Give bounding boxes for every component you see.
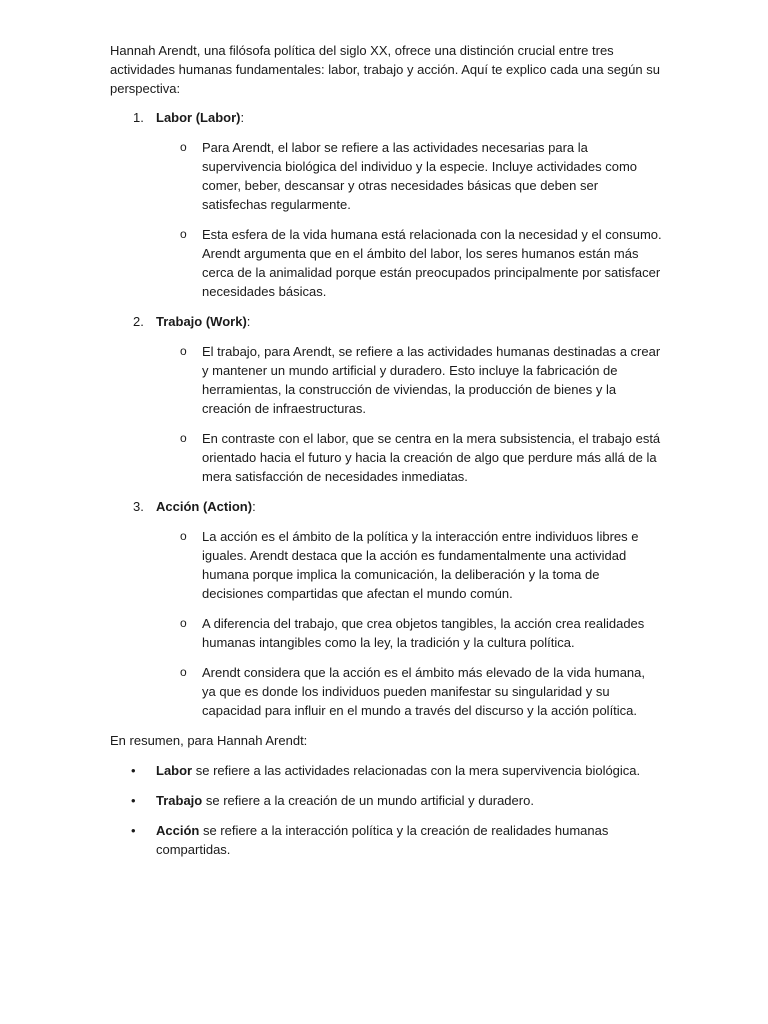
section-title: Acción (Action)	[156, 499, 253, 514]
section-number: 1.	[133, 110, 144, 125]
sub-bullet-marker: o	[180, 140, 187, 154]
sub-bullet-marker: o	[180, 344, 187, 358]
bullet-term: Acción	[156, 823, 200, 838]
section-heading-labor	[110, 108, 662, 127]
sub-item	[110, 342, 662, 418]
section-colon: :	[252, 499, 256, 514]
sub-item	[110, 429, 662, 486]
sub-item-text: El trabajo, para Arendt, se refiere a las actividades humanas destinadas a crear y mantener un mundo artificial y duradero. Esto incluye la fabricación de herramientas, la construcción de viviendas, la producción de bienes y la creación de infraestructuras.	[202, 344, 661, 416]
summary-bullet	[110, 761, 662, 780]
section-colon: :	[240, 110, 245, 125]
sub-item	[110, 527, 662, 603]
sub-item-text: En contraste con el labor, que se centra en la mera subsistencia, el trabajo está orientado hacia el futuro y hacia la creación de algo que perdure más allá de la mera satisfacción de necesidades inmediatas.	[202, 431, 661, 484]
sub-bullet-marker: o	[180, 665, 187, 679]
bullet-term: Labor	[156, 763, 193, 778]
bullet-text: se refiere a la creación de un mundo artificial y duradero.	[202, 793, 534, 808]
sub-item	[110, 225, 662, 301]
section-title: Labor (Labor)	[156, 110, 241, 125]
bullet-term: Trabajo	[156, 793, 203, 808]
bullet-marker: •	[131, 793, 136, 808]
sub-bullet-marker: o	[180, 227, 187, 241]
section-heading-trabajo	[110, 312, 662, 331]
sub-item-text: A diferencia del trabajo, que crea objetos tangibles, la acción crea realidades humanas intangibles como la ley, la tradición y la cultura política.	[202, 616, 645, 650]
sub-item-text: Para Arendt, el labor se refiere a las actividades necesarias para la supervivencia biológica del individuo y la especie. Incluye actividades como comer, beber, descansar y otras necesidades básicas que deben ser satisfechas regularmente.	[202, 140, 638, 212]
summary-bullet	[110, 821, 662, 859]
section-title: Trabajo (Work)	[156, 314, 247, 329]
section-heading-accion	[110, 497, 662, 516]
sub-item	[110, 138, 662, 214]
section-number: 3.	[133, 499, 144, 514]
bullet-text: se refiere a las actividades relacionadas con la mera supervivencia biológica.	[192, 763, 641, 778]
bullet-marker: •	[131, 763, 136, 778]
sub-bullet-marker: o	[180, 529, 187, 543]
sub-item	[110, 614, 662, 652]
sub-item-text: Arendt considera que la acción es el ámbito más elevado de la vida humana, ya que es donde los individuos pueden manifestar su singularidad y su capacidad para influir en el mundo a través del discurso y la acción política.	[202, 665, 645, 718]
intro-paragraph: Hannah Arendt, una filósofa política del siglo XX, ofrece una distinción crucial entre tres actividades humanas fundamentales: labor, trabajo y acción. Aquí te explico cada una según su perspectiva:	[110, 43, 660, 96]
document-body	[110, 41, 662, 870]
summary-bullet	[110, 791, 662, 810]
sub-item	[110, 663, 662, 720]
sub-bullet-marker: o	[180, 431, 187, 445]
bullet-marker: •	[131, 823, 136, 838]
sub-item-text: Esta esfera de la vida humana está relacionada con la necesidad y el consumo. Arendt argumenta que en el ámbito del labor, los seres humanos están más cerca de la animalidad porque están preocupados principalmente por satisfacer necesidades básicas.	[202, 227, 662, 299]
sub-bullet-marker: o	[180, 616, 187, 630]
section-colon: :	[246, 314, 251, 329]
bullet-text: se refiere a la interacción política y la creación de realidades humanas compartidas.	[156, 823, 609, 857]
summary-paragraph: En resumen, para Hannah Arendt:	[110, 733, 308, 748]
section-number: 2.	[133, 314, 144, 329]
sub-item-text: La acción es el ámbito de la política y la interacción entre individuos libres e iguales. Arendt destaca que la acción es fundamentalmente una actividad humana porque implica la comunicación, la deliberación y la toma de decisiones compartidas que afectan el mundo común.	[202, 529, 639, 601]
